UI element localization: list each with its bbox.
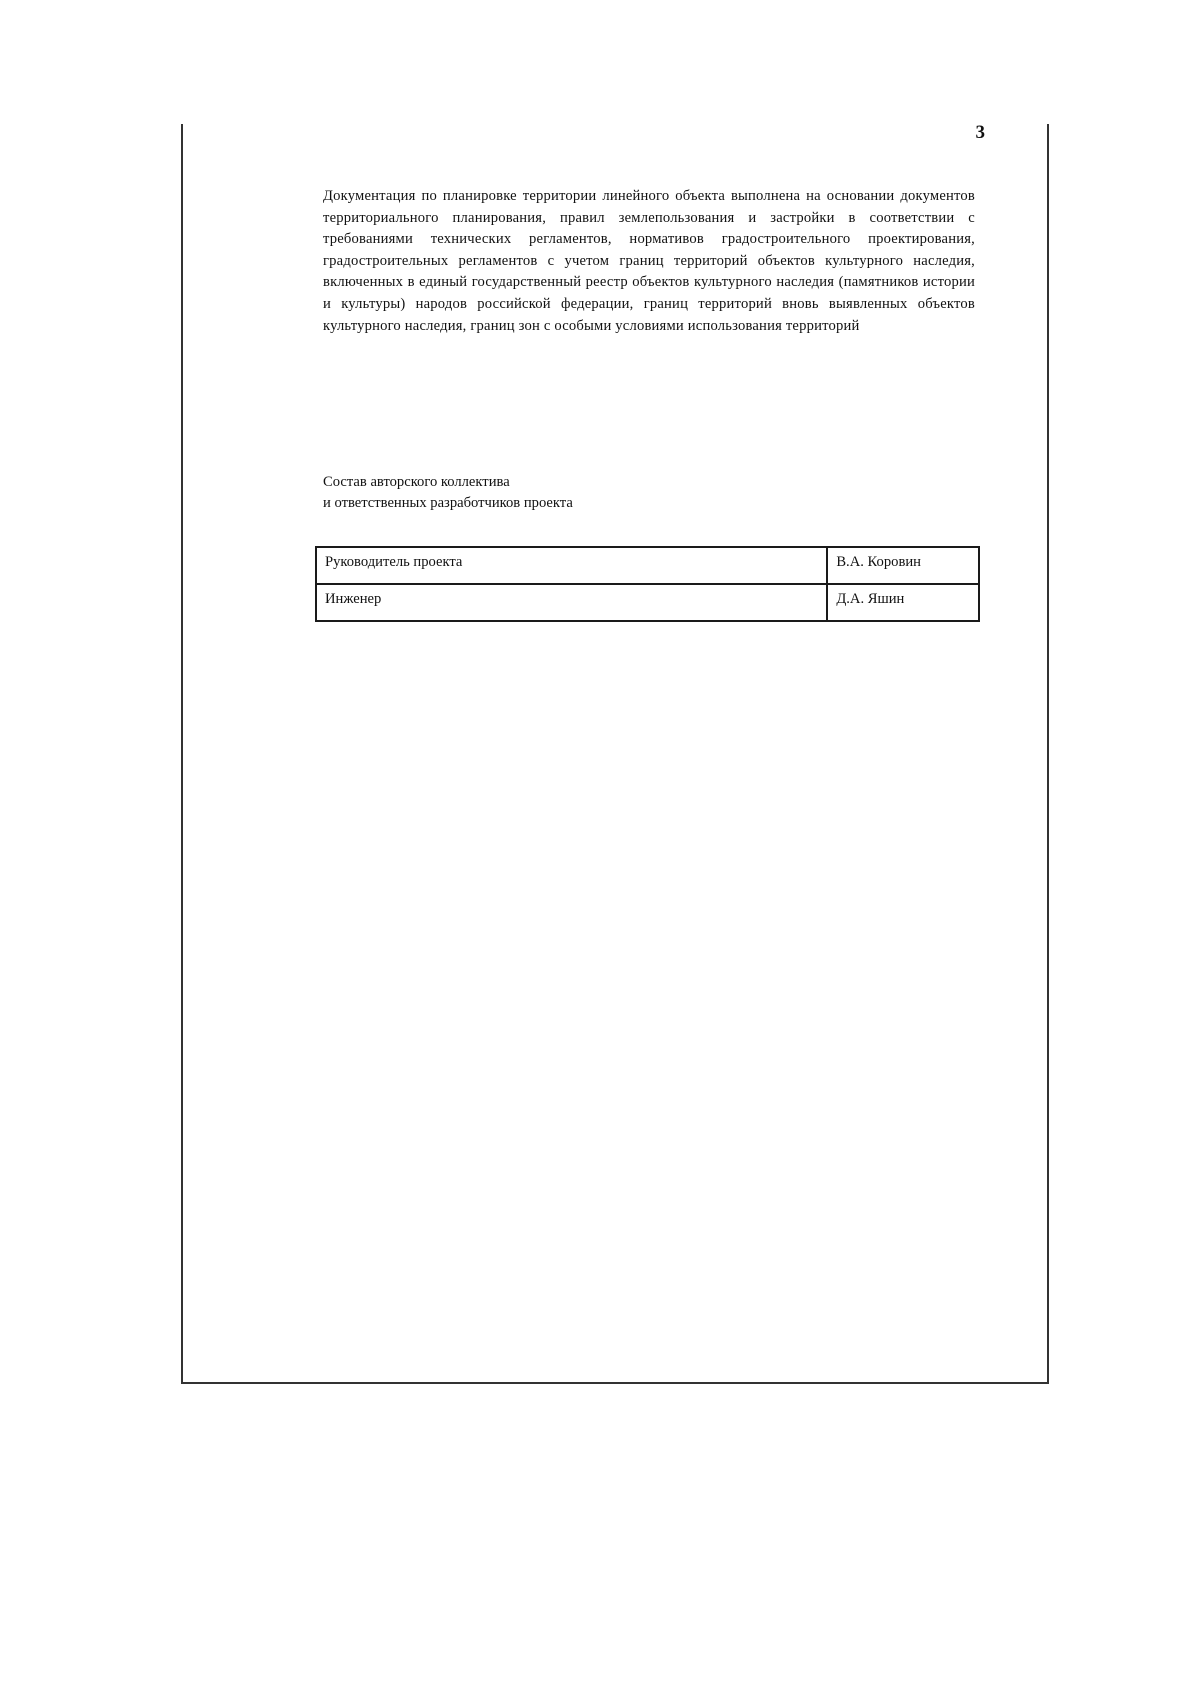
authors-heading-line-2: и ответственных разработчиков проекта bbox=[323, 495, 573, 511]
page-number: 3 bbox=[975, 122, 985, 143]
role-cell: Инженер bbox=[316, 584, 827, 621]
authors-heading-line-1: Состав авторского коллектива bbox=[323, 474, 510, 490]
table-row bbox=[316, 584, 979, 621]
role-cell: Руководитель проекта bbox=[316, 547, 827, 584]
name-cell: В.А. Коровин bbox=[827, 547, 979, 584]
authors-table bbox=[315, 546, 980, 622]
name-cell: Д.А. Яшин bbox=[827, 584, 979, 621]
body-paragraph: Документация по планировке территории линейного объекта выполнена на основании документов территориального планирования, правил землепользования и застройки в соответствии с требованиями технических регламентов, нормативов градостроительного проектирования, градостроительных регламентов с учетом границ территорий объектов культурного наследия, включенных в единый государственный реестр объектов культурного наследия (памятников истории и культуры) народов российской федерации, границ территорий вновь выявленных объектов культурного наследия, границ зон с особыми условиями использования территорий bbox=[323, 188, 975, 334]
table-row bbox=[316, 547, 979, 584]
authors-heading bbox=[323, 472, 823, 514]
